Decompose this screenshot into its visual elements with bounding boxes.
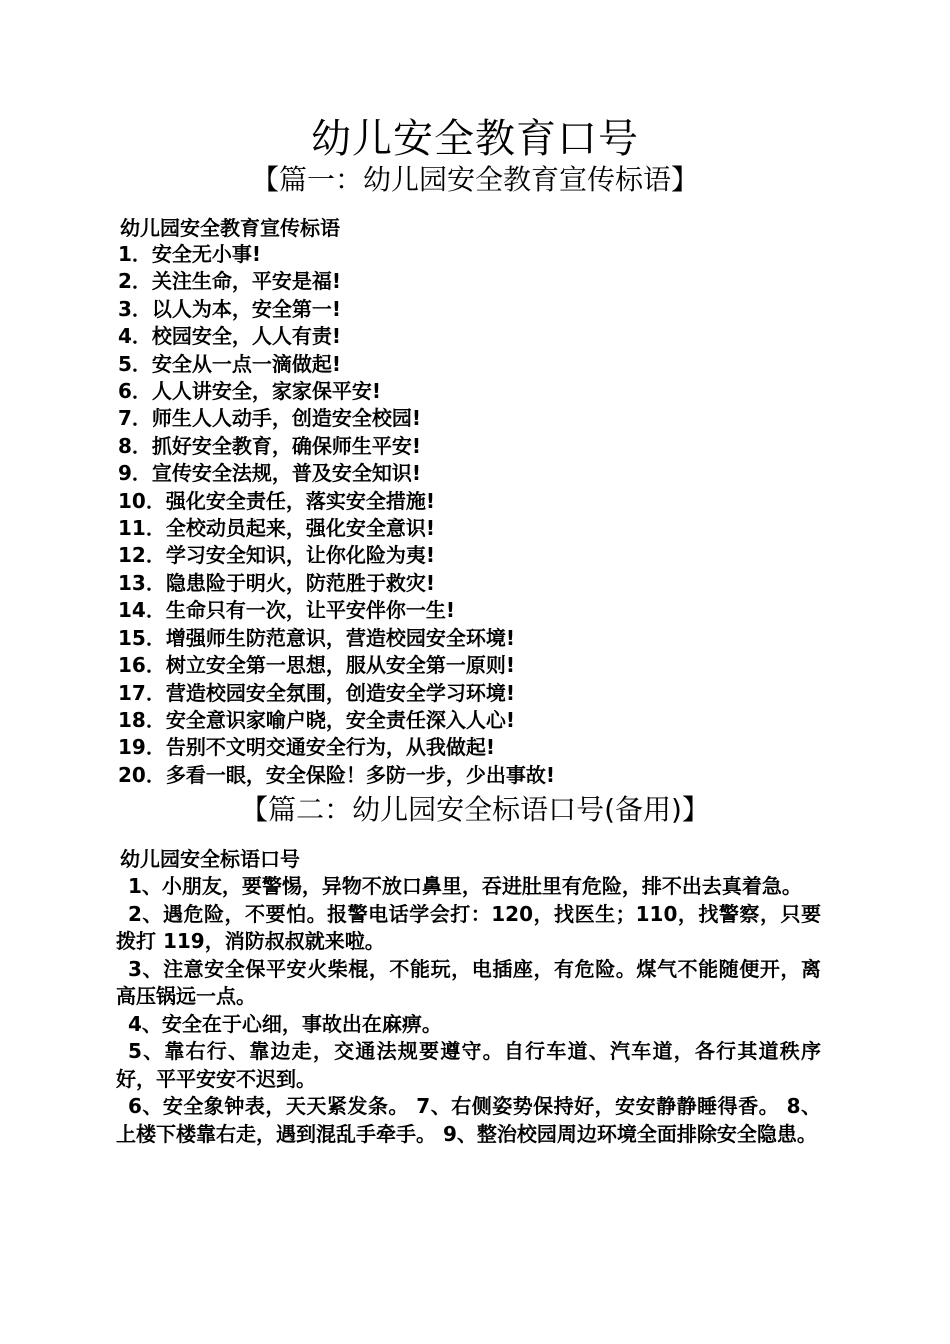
list-item: 19．告别不文明交通安全行为，从我做起! [118, 735, 495, 760]
paragraph: 2、遇危险，不要怕。报警电话学会打：120，找医生；110，找警察，只要拨打 119，消防叔叔就来啦。 [116, 901, 821, 953]
list-item: 8．抓好安全教育，确保师生平安! [118, 433, 422, 458]
list-item: 1．安全无小事! [118, 242, 262, 266]
list-item: 2．关注生命，平安是福! [118, 269, 342, 294]
section2-body [116, 873, 821, 1148]
list-item: 20．多看一眼，安全保险！多防一步，少出事故! [118, 762, 555, 787]
list-item: 10．强化安全责任，落实安全措施! [118, 488, 435, 513]
list-item: 15．增强师生防范意识，营造校园安全环境! [118, 625, 515, 650]
list-item: 13．隐患险于明火，防范胜于救灾! [118, 570, 435, 595]
list-item: 14．生命只有一次，让平安伴你一生! [118, 598, 455, 623]
list-item: 11．全校动员起来，强化安全意识! [118, 516, 435, 541]
list-item: 9．宣传安全法规，普及安全知识! [118, 461, 422, 486]
list-item: 5．安全从一点一滴做起! [118, 351, 342, 376]
paragraph: 6、安全象钟表，天天紧发条。 7、右侧姿势保持好，安安静静睡得香。 8、上楼下楼靠右走，遇到混乱手牵手。 9、整治校园周边环境全面排除安全隐患。 [116, 1094, 821, 1146]
section1-subtitle: 幼儿园安全教育宣传标语 [120, 216, 340, 240]
section2-heading: 【篇二：幼儿园安全标语口号(备用)】 [240, 793, 710, 826]
slogan-list [118, 241, 555, 789]
paragraph: 5、靠右行、靠边走，交通法规要遵守。自行车道、汽车道，各行其道秩序好，平平安安不迟到。 [116, 1039, 821, 1091]
list-item: 17．营造校园安全氛围，创造安全学习环境! [118, 680, 515, 705]
paragraph: 4、安全在于心细，事故出在麻痹。 [128, 1011, 442, 1036]
list-item: 12．学习安全知识，让你化险为夷! [118, 543, 435, 568]
paragraph: 3、注意安全保平安火柴棍，不能玩，电插座，有危险。煤气不能随便开，离高压锅远一点。 [116, 956, 821, 1008]
list-item: 7．师生人人动手，创造安全校园! [118, 406, 422, 431]
list-item: 16．树立安全第一思想，服从安全第一原则! [118, 653, 515, 678]
document-title: 幼儿安全教育口号 [311, 116, 639, 162]
list-item: 3．以人为本，安全第一! [118, 296, 342, 321]
list-item: 6．人人讲安全，家家保平安! [118, 379, 382, 404]
section1-heading: 【篇一：幼儿园安全教育宣传标语】 [250, 163, 699, 196]
paragraph: 1、小朋友，要警惕，异物不放口鼻里，吞进肚里有危险，排不出去真着急。 [128, 874, 802, 898]
list-item: 4．校园安全，人人有责! [118, 324, 342, 349]
list-item: 18．安全意识家喻户晓，安全责任深入人心! [118, 707, 515, 732]
section2-subtitle: 幼儿园安全标语口号 [120, 847, 300, 871]
